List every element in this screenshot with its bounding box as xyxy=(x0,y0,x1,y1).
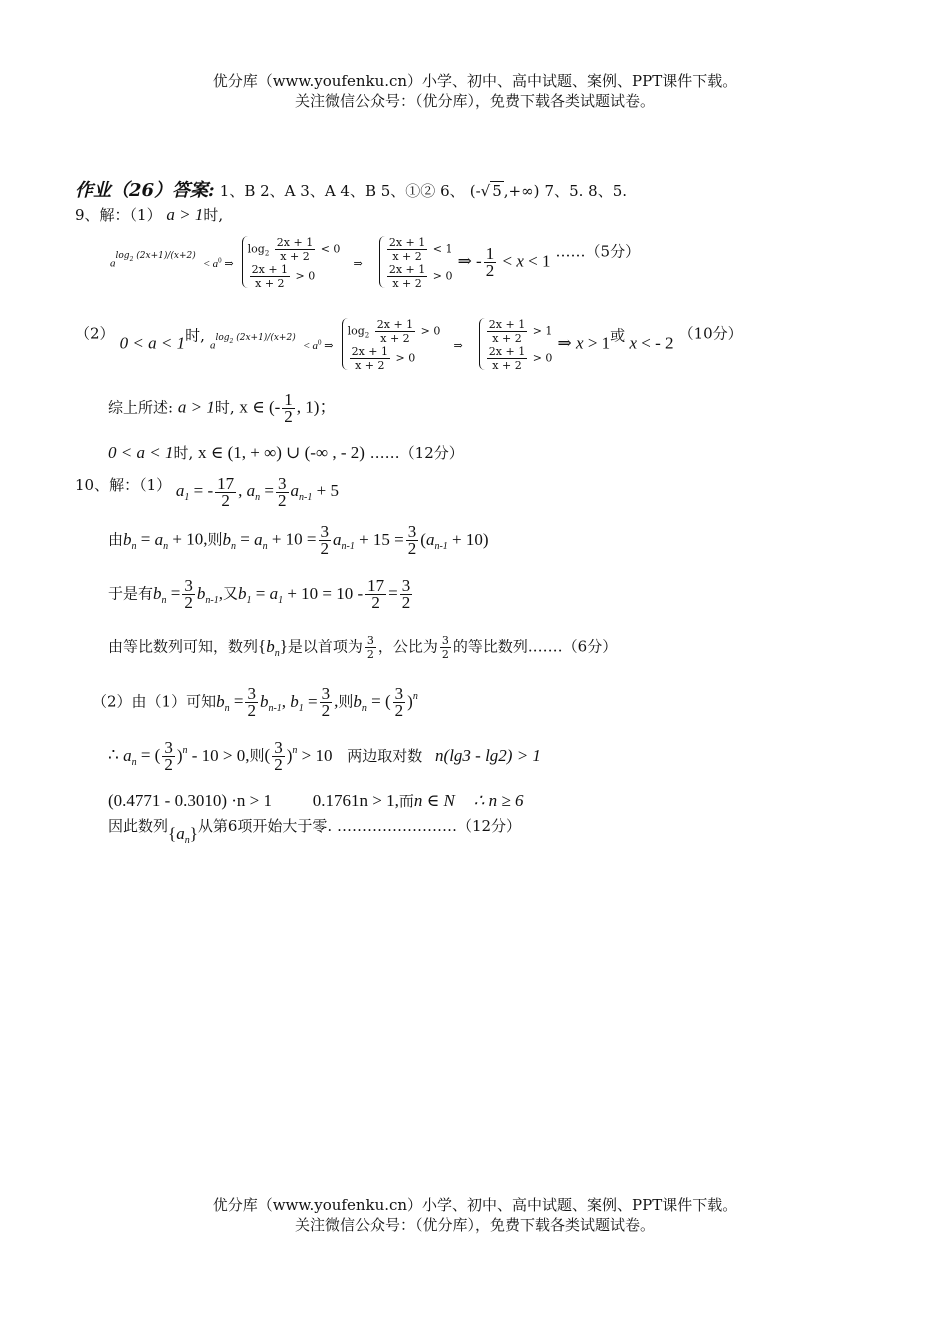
q9-line-1 xyxy=(75,204,223,225)
q10-line-5: （2）由（1）可知$b_n$ = $\frac{3}{2}$ $b_{n-1}$, $b_1$ = $\frac{3}{2}$ ,则$b_n$ = ( $\frac{3}{2}$ )$^n$ xyxy=(92,684,418,720)
q10-ze: 则 xyxy=(207,530,223,549)
q9-huo: 或 xyxy=(610,326,626,345)
q10-l3-text2: 是以首项为 xyxy=(287,637,363,656)
q9-label: 9、解：（1） xyxy=(75,206,162,224)
q9-score3: ……（12分） xyxy=(369,444,464,462)
q10-l7-text2: 从第6项开始大于零. xyxy=(197,817,333,835)
q9-summary-1: 综上所述: a > 1时, x ∈ (- $\frac{1}{2}$ , 1)； xyxy=(108,390,337,426)
answers-list-b: 7、5. 8、5. xyxy=(544,182,628,200)
sqrt-value: 5 xyxy=(492,182,502,200)
q10-line-7 xyxy=(108,790,524,811)
q10-part2-label: （2）由（1）可知 xyxy=(92,692,217,711)
sqrt-post: ,+∞) xyxy=(503,182,540,200)
q10-l6-set: n ∈ N xyxy=(413,791,455,810)
answers-title: 作业（26）答案: xyxy=(75,180,215,201)
q10-score1: ……（6分） xyxy=(532,637,618,656)
q9-cond2: 0 < a < 1 xyxy=(119,333,186,353)
header-line-1: 优分库（www.youfenku.cn）小学、初中、高中试题、案例、PPT课件下载。 xyxy=(212,72,738,90)
q10-l5-log: n(lg3 - lg2) > 1 xyxy=(435,745,541,765)
q10-l3-text3: ，公比为 xyxy=(377,637,438,656)
q9-summary-2 xyxy=(108,442,464,463)
q10-line-3: 于是有$b_n$ = $\frac{3}{2}$ $b_{n-1}$,又$b_1 = a_1 + 10 = 10$ - $\frac{17}{2}$ = $\frac{3}{2}$ xyxy=(108,576,411,612)
q9-derivation-1: $a^{log_2 (2x+1)/(x+2)} < a^0$ ⇒ $\log_2$ $\frac{2x + 1}{x + 2}$ < 0 $\frac{2x + 1}{x + 2}$ > 0 ⇒ $\frac{2x + 1}{x + 2}$ < 1 $\frac{2x + 1}{x + 2}$ > 0 ⇒ - $\frac{1}{2}$ < x < 1 ……（5分） xyxy=(110,236,641,290)
q10-l7-dots: …………………… xyxy=(336,817,457,835)
q10-line-6: ∴ $a_n$ = ( $\frac{3}{2}$ )$^n$ - 10 > 0,则( $\frac{3}{2}$ )$^n$ > 10 两边取对数 n(lg3 - lg2) > 1 xyxy=(108,738,541,774)
q9-cond1: a > 1 xyxy=(166,205,204,224)
q9-summary2-set: x ∈ (1, + ∞) ∪ (-∞ , - 2) xyxy=(198,443,365,462)
q9-part2-label: （2） xyxy=(75,324,115,343)
answers-line: 作业（26）答案: 1、B 2、A 3、A 4、B 5、①② 6、 (-√ 5 ,+∞) 7、5. 8、5. xyxy=(75,180,628,201)
q10-line-2: 由$b_n = a_n + 10$,则$b_n = a_n + 10$ = $\frac{3}{2}$ $a_{n-1} + 15$ = $\frac{3}{2}$ $(a_{n-1} + 10)$ xyxy=(108,522,489,558)
q9-score2: （10分） xyxy=(678,324,743,343)
q9-summary2-shi: 时, xyxy=(173,444,194,462)
q9-summary1-set-pre: x ∈ (- xyxy=(239,397,281,417)
q10-line-1: 10、解：（1） $a_1$ = - $\frac{17}{2}$ , $a_n$ = $\frac{3}{2}$ $a_{n-1} + 5$ xyxy=(75,473,339,510)
q10-l5-text: 两边取对数 xyxy=(347,746,423,765)
q9-summary1-shi: 时, xyxy=(214,398,235,417)
q10-l6-concl: ∴ n ≥ 6 xyxy=(473,791,524,810)
q10-line-8: 因此数列$\{a_n\}$从第6项开始大于零. ……………………（12分） xyxy=(108,817,522,846)
q9-summary1-cond: a > 1 xyxy=(177,397,215,417)
q9-summary2-cond: 0 < a < 1 xyxy=(108,443,174,462)
q10-part2-ze: 则 xyxy=(338,692,354,711)
q10-you: 由 xyxy=(108,530,124,549)
q9-shi: 时, xyxy=(203,206,224,224)
q9-shi2: 时, xyxy=(185,326,205,345)
header-line-2: 关注微信公众号：（优分库），免费下载各类试题试卷。 xyxy=(294,92,655,110)
q9-score1: ……（5分） xyxy=(555,242,641,261)
q10-you2: 又 xyxy=(222,584,238,603)
q10-l6-right: 0.1761n > 1, xyxy=(312,791,399,810)
q9-derivation-2: （2） 0 < a < 1时, $a^{log_2 (2x+1)/(x+2)} < a^0$ ⇒ $\log_2$ $\frac{2x + 1}{x + 2}$ > 0 $\frac{2x + 1}{x + 2}$ > 0 ⇒ $\frac{2x + 1}{x + 2}$ > 1 $\frac{2x + 1}{x + 2}$ > 0 ⇒ x > 1或 x < - 2 （10分） xyxy=(75,318,743,372)
q10-l6-left: (0.4771 - 0.3010) ·n > 1 xyxy=(108,791,272,810)
q10-label: 10、解：（1） xyxy=(75,476,172,494)
q10-l3-text4: 的等比数列. xyxy=(452,637,533,656)
q10-line-4: 由等比数列可知，数列$\{b_n\}$是以首项为 $\frac{3}{2}$ ，公比为 $\frac{3}{2}$ 的等比数列.……（6分） xyxy=(108,634,618,661)
q10-l6-er: 而 xyxy=(398,792,414,810)
answers-list-a: 1、B 2、A 3、A 4、B 5、①② 6、 xyxy=(219,182,465,200)
q10-score2: （12分） xyxy=(456,817,522,835)
q10-l3-text1: 由等比数列可知，数列 xyxy=(108,637,259,656)
sqrt-pre: (- xyxy=(469,182,481,200)
q9-summary-label: 综上所述: xyxy=(108,398,174,417)
footer-line-1: 优分库（www.youfenku.cn）小学、初中、高中试题、案例、PPT课件下载。 xyxy=(212,1196,738,1214)
q9-summary1-set-post: , 1)； xyxy=(296,397,337,417)
q10-yu: 于是有 xyxy=(108,584,154,603)
q10-l7-text1: 因此数列 xyxy=(108,817,169,835)
footer-line-2: 关注微信公众号：（优分库），免费下载各类试题试卷。 xyxy=(294,1216,655,1234)
